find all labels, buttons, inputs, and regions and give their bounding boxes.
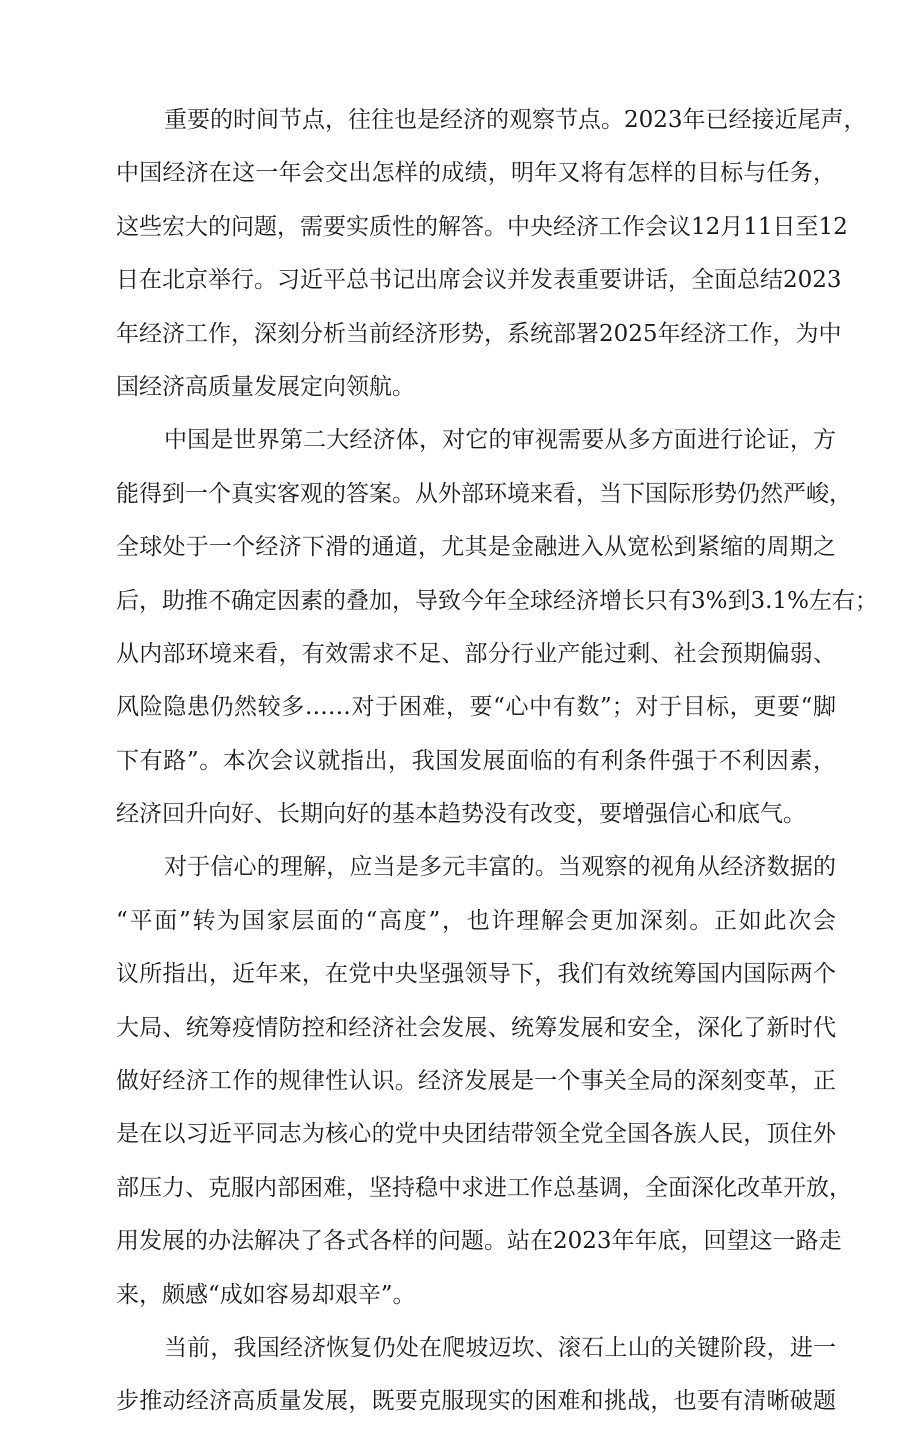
text-line: 中国经济在这一年会交出怎样的成绩，明年又将有怎样的目标与任务，: [116, 160, 836, 187]
text-line: 能得到一个真实客观的答案。从外部环境来看，当下国际形势仍然严峻，: [116, 480, 852, 507]
text-line: 部压力、克服内部困难，坚持稳中求进工作总基调，全面深化改革开放，: [116, 1174, 852, 1201]
text-line: 做好经济工作的规律性认识。经济发展是一个事关全局的深刻变革，正: [116, 1068, 836, 1095]
text-line: 来，颇感“成如容易却艰辛”。: [116, 1281, 416, 1308]
text-line: 议所指出，近年来，在党中央坚强领导下，我们有效统筹国内国际两个: [116, 961, 836, 988]
text-line: 用发展的办法解决了各式各样的问题。站在2023年年底，回望这一路走: [116, 1228, 842, 1255]
text-line: 从内部环境来看，有效需求不足、部分行业产能过剩、社会预期偏弱、: [116, 640, 836, 667]
paragraph-4: [116, 1322, 836, 1429]
text-line: 国经济高质量发展定向领航。: [116, 373, 415, 400]
text-line: 全球处于一个经济下滑的通道，尤其是金融进入从宽松到紧缩的周期之: [116, 534, 836, 561]
paragraph-1: [116, 94, 867, 414]
text-line: 后，助推不确定因素的叠加，导致今年全球经济增长只有3%到3.1%左右；: [116, 587, 878, 614]
text-line: 风险隐患仍然较多……对于困难，要“心中有数”；对于目标，更要“脚: [116, 694, 836, 721]
text-line: 是在以习近平同志为核心的党中央团结带领全党全国各族人民，顶住外: [116, 1121, 836, 1148]
paragraph-3: [116, 841, 852, 1322]
text-line: 这些宏大的问题，需要实质性的解答。中央经济工作会议12月11日至12: [116, 213, 848, 240]
text-line: 日在北京举行。习近平总书记出席会议并发表重要讲话，全面总结2023: [116, 267, 842, 294]
text-line: 重要的时间节点，往往也是经济的观察节点。2023年已经接近尾声，: [164, 107, 867, 133]
text-line: 经济回升向好、长期向好的基本趋势没有改变，要增强信心和底气。: [116, 801, 806, 828]
text-line: 中国是世界第二大经济体，对它的审视需要从多方面进行论证，方: [164, 427, 836, 454]
paragraph-2: [116, 414, 878, 841]
text-line: 步推动经济高质量发展，既要克服现实的困难和挑战，也要有清晰破题: [116, 1388, 836, 1415]
text-line: 大局、统筹疫情防控和经济社会发展、统筹发展和安全，深化了新时代: [116, 1014, 836, 1041]
text-line: 年经济工作，深刻分析当前经济形势，系统部署2025年经济工作，为中: [116, 320, 842, 347]
text-line: 当前，我国经济恢复仍处在爬坡迈坎、滚石上山的关键阶段，进一: [164, 1334, 836, 1361]
article-body: [116, 94, 878, 1429]
text-line: 下有路”。本次会议就指出，我国发展面临的有利条件强于不利因素，: [116, 747, 836, 774]
text-line: 对于信心的理解，应当是多元丰富的。当观察的视角从经济数据的: [164, 854, 836, 881]
text-line: “平面”转为国家层面的“高度”，也许理解会更加深刻。正如此次会: [116, 907, 836, 934]
